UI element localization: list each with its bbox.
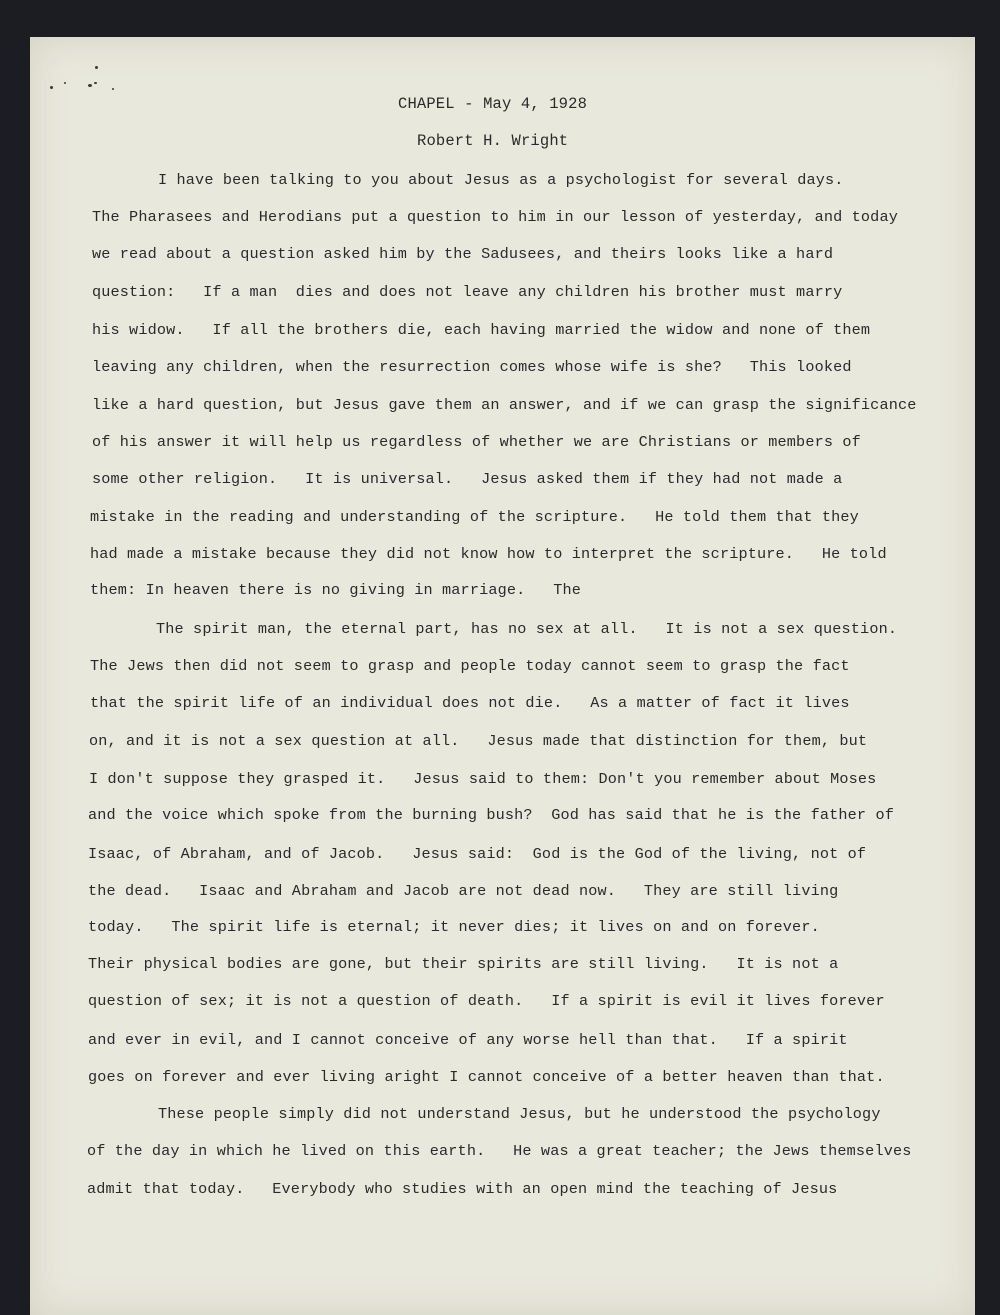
text-line: mistake in the reading and understanding of the scripture. He told them that they (90, 508, 859, 526)
document-title: CHAPEL - May 4, 1928 (398, 95, 588, 113)
text-line: goes on forever and ever living aright I cannot conceive of a better heaven than that. (88, 1068, 885, 1086)
text-line: the dead. Isaac and Abraham and Jacob are not dead now. They are still living (88, 882, 839, 900)
text-line: The Jews then did not seem to grasp and people today cannot seem to grasp the fact (90, 657, 850, 675)
text-line: Their physical bodies are gone, but their spirits are still living. It is not a (88, 955, 839, 973)
text-line: of his answer it will help us regardless of whether we are Christians or members of (92, 433, 861, 451)
text-line: admit that today. Everybody who studies with an open mind the teaching of Jesus (87, 1180, 838, 1198)
text-line: I don't suppose they grasped it. Jesus said to them: Don't you remember about Moses (89, 770, 877, 788)
text-line: on, and it is not a sex question at all. Jesus made that distinction for them, but (89, 732, 868, 750)
text-line: we read about a question asked him by the Sadusees, and theirs looks like a hard (92, 245, 834, 263)
text-line: them: In heaven there is no giving in marriage. The (90, 581, 581, 599)
text-line: had made a mistake because they did not know how to interpret the scripture. He told (90, 545, 887, 563)
text-line: The spirit man, the eternal part, has no sex at all. It is not a sex question. (156, 620, 898, 638)
document-page (30, 37, 975, 1315)
text-line: and the voice which spoke from the burning bush? God has said that he is the father of (88, 806, 894, 824)
text-line: Isaac, of Abraham, and of Jacob. Jesus said: God is the God of the living, not of (88, 845, 867, 863)
text-line: some other religion. It is universal. Jesus asked them if they had not made a (92, 470, 843, 488)
text-line: like a hard question, but Jesus gave them an answer, and if we can grasp the significance (92, 396, 917, 414)
paper-specks (50, 64, 130, 94)
text-line: that the spirit life of an individual does not die. As a matter of fact it lives (90, 694, 850, 712)
text-line: of the day in which he lived on this earth. He was a great teacher; the Jews themselves (87, 1142, 912, 1160)
text-line: question: If a man dies and does not leave any children his brother must marry (92, 283, 843, 301)
text-line: The Pharasees and Herodians put a question to him in our lesson of yesterday, and today (92, 208, 898, 226)
text-line: and ever in evil, and I cannot conceive of any worse hell than that. If a spirit (88, 1031, 848, 1049)
text-line: question of sex; it is not a question of death. If a spirit is evil it lives forever (88, 992, 885, 1010)
text-line: I have been talking to you about Jesus as a psychologist for several days. (158, 171, 844, 189)
text-line: These people simply did not understand Jesus, but he understood the psychology (158, 1105, 881, 1123)
text-line: today. The spirit life is eternal; it never dies; it lives on and on forever. (88, 918, 820, 936)
document-author: Robert H. Wright (417, 132, 569, 150)
text-line: leaving any children, when the resurrection comes whose wife is she? This looked (92, 358, 852, 376)
text-line: his widow. If all the brothers die, each having married the widow and none of them (92, 321, 871, 339)
